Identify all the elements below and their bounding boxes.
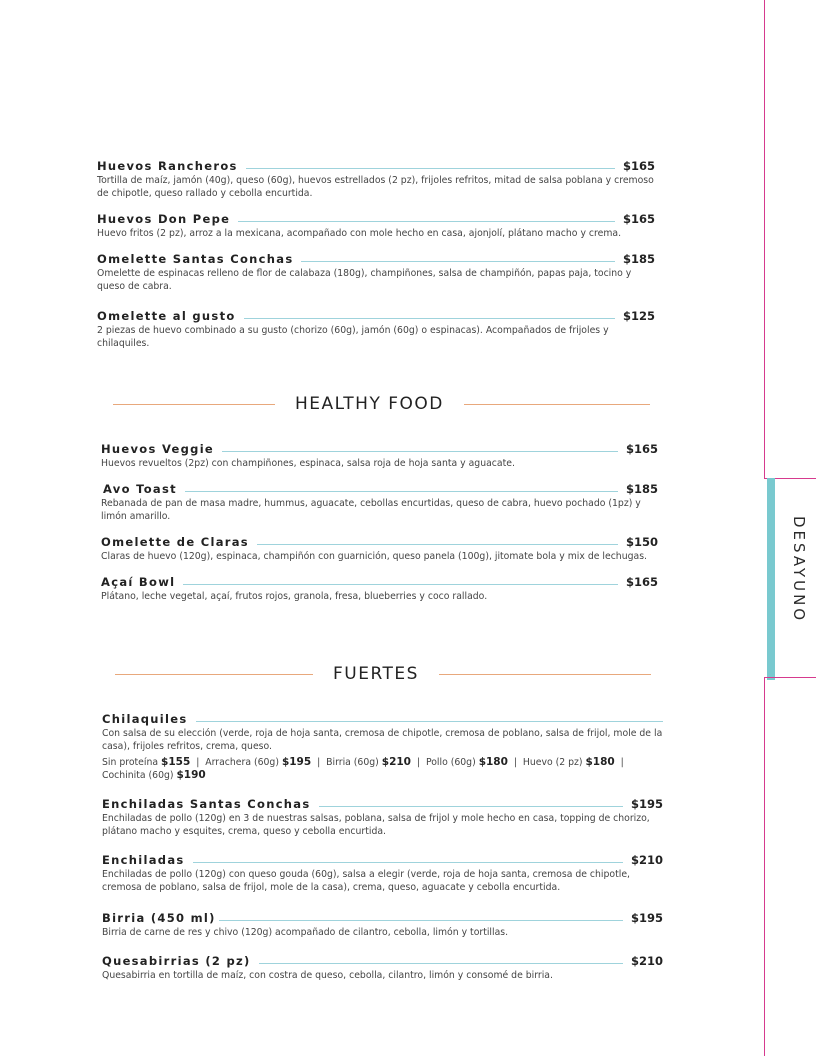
leader-line [257, 544, 618, 545]
option-label: Cochinita (60g) [102, 770, 174, 781]
item-price: $195 [630, 796, 663, 811]
option-label: Birria (60g) [326, 757, 379, 768]
item-description: Plátano, leche vegetal, açaí, frutos rojos, granola, fresa, blueberries y coco rallado. [101, 591, 488, 602]
menu-item [101, 441, 658, 470]
item-price: $165 [622, 211, 655, 226]
item-description: Birria de carne de res y chivo (120g) acompañado de cilantro, cebolla, limón y tortillas. [102, 927, 509, 938]
menu-item [102, 953, 663, 982]
item-name: Huevos Rancheros [97, 158, 238, 173]
item-description: Claras de huevo (120g), espinaca, champiñón con guarnición, queso panela (100g), jitomate bola y mix de lechugas. [101, 551, 647, 562]
leader-line [259, 963, 623, 964]
option-label: Arrachera (60g) [205, 757, 279, 768]
menu-item [102, 852, 663, 894]
leader-line [183, 584, 618, 585]
leader-line [238, 221, 615, 222]
protein-options: Sin proteína $155 | Arrachera (60g) $195 | Birria (60g) $210 | Pollo (60g) $180 | Huevo (2 pz) $180 | Cochinita (60g) $190 [102, 756, 624, 781]
section-title-text: FUERTES [333, 664, 419, 684]
leader-line [246, 168, 615, 169]
menu-item [97, 251, 655, 293]
leader-line [222, 451, 618, 452]
item-price: $165 [625, 441, 658, 456]
title-rule-right [439, 674, 651, 675]
section-tab-bar [767, 478, 775, 680]
item-price: $150 [625, 534, 658, 549]
item-description: Enchiladas de pollo (120g) en 3 de nuestras salsas, poblana, salsa de frijol y mole hecho en casa, topping de chorizo, plátano macho y esquites, crema, queso y cebolla encurtida. [102, 813, 650, 837]
option-price: $180 [585, 756, 615, 768]
item-price: $185 [622, 251, 655, 266]
item-description: 2 piezas de huevo combinado a su gusto (chorizo (60g), jamón (60g) o espinacas). Acompañados de frijoles y chilaquiles. [97, 325, 609, 349]
section-title-healthy [113, 394, 650, 414]
menu-item [101, 534, 658, 563]
item-name: Enchiladas Santas Conchas [102, 796, 311, 811]
leader-line [196, 721, 663, 722]
fuertes-section [102, 711, 663, 993]
menu-item [101, 574, 658, 603]
side-rule-bottom [764, 677, 765, 1056]
item-description: Huevos revueltos (2pz) con champiñones, espinaca, salsa roja de hoja santa y aguacate. [101, 458, 515, 469]
leader-line [244, 318, 615, 319]
item-description: Huevo fritos (2 pz), arroz a la mexicana, acompañado con mole hecho en casa, ajonjolí, plátano macho y crema. [97, 228, 622, 239]
option-price: $155 [161, 756, 191, 768]
item-name: Huevos Veggie [101, 441, 215, 456]
option-label: Sin proteína [102, 757, 159, 768]
item-price: $165 [625, 574, 658, 589]
option-price: $210 [381, 756, 411, 768]
item-description: Rebanada de pan de masa madre, hummus, aguacate, cebollas encurtidas, queso de cabra, huevo pochado (1pz) y limón amarillo. [101, 498, 641, 522]
item-name: Omelette de Claras [101, 534, 249, 549]
menu-item [102, 796, 663, 838]
option-label: Pollo (60g) [425, 757, 476, 768]
leader-line [219, 920, 623, 921]
option-price: $190 [176, 769, 206, 781]
title-rule-left [115, 674, 313, 675]
option-price: $180 [478, 756, 508, 768]
item-price: $210 [630, 852, 663, 867]
item-name: Huevos Don Pepe [97, 211, 231, 226]
section-tab-label: DESAYUNO [790, 516, 808, 624]
item-price: $185 [625, 481, 658, 496]
item-description: Quesabirria en tortilla de maíz, con costra de queso, cebolla, cilantro, limón y consomé de birria. [102, 970, 553, 981]
menu-item [101, 481, 658, 523]
item-name: Omelette al gusto [97, 308, 236, 323]
item-name: Avo Toast [103, 481, 177, 496]
side-rule-top [764, 0, 765, 478]
healthy-section [101, 441, 658, 614]
leader-line [185, 491, 618, 492]
item-price: $195 [630, 910, 663, 925]
item-name: Quesabirrias (2 pz) [102, 953, 251, 968]
item-price: $165 [622, 158, 655, 173]
section-title-fuertes [115, 664, 651, 684]
item-name: Omelette Santas Conchas [97, 251, 294, 266]
leader-line [319, 806, 623, 807]
menu-item [102, 910, 663, 939]
option-price: $195 [281, 756, 312, 768]
item-name: Chilaquiles [102, 711, 188, 726]
leader-line [193, 862, 623, 863]
item-name: Açaí Bowl [101, 574, 176, 589]
item-description: Tortilla de maíz, jamón (40g), queso (60g), huevos estrellados (2 pz), frijoles refritos, mitad de salsa poblana y cremoso de chipotle, queso rallado y cebolla encurtida. [97, 175, 654, 199]
title-rule-left [113, 404, 275, 405]
item-description: Omelette de espinacas relleno de flor de calabaza (180g), champiñones, salsa de champiñón, papas paja, tocino y queso de cabra. [97, 268, 632, 292]
eggs-section [97, 158, 655, 361]
leader-line [301, 261, 615, 262]
item-name: Enchiladas [102, 852, 185, 867]
option-label: Huevo (2 pz) [522, 757, 583, 768]
title-rule-right [464, 404, 650, 405]
item-name: Birria (450 ml) [102, 910, 216, 925]
section-title-text: HEALTHY FOOD [295, 394, 444, 414]
menu-item-chilaquiles [102, 711, 663, 782]
item-description: Con salsa de su elección (verde, roja de hoja santa, cremosa de chipotle, cremosa de poblano, salsa de frijol, mole de la casa), frijoles refritos, crema, queso. [102, 728, 663, 752]
side-rule-tick-bottom [764, 677, 816, 678]
item-price: $125 [622, 308, 655, 323]
menu-item [97, 308, 655, 350]
item-price: $210 [630, 953, 663, 968]
menu-item [97, 211, 655, 240]
item-description: Enchiladas de pollo (120g) con queso gouda (60g), salsa a elegir (verde, roja de hoja santa, cremosa de chipotle, cremosa de poblano, salsa de frijol, mole de la casa), crema, queso, aguacate y cebolla encurtida. [102, 869, 630, 893]
menu-item [97, 158, 655, 200]
